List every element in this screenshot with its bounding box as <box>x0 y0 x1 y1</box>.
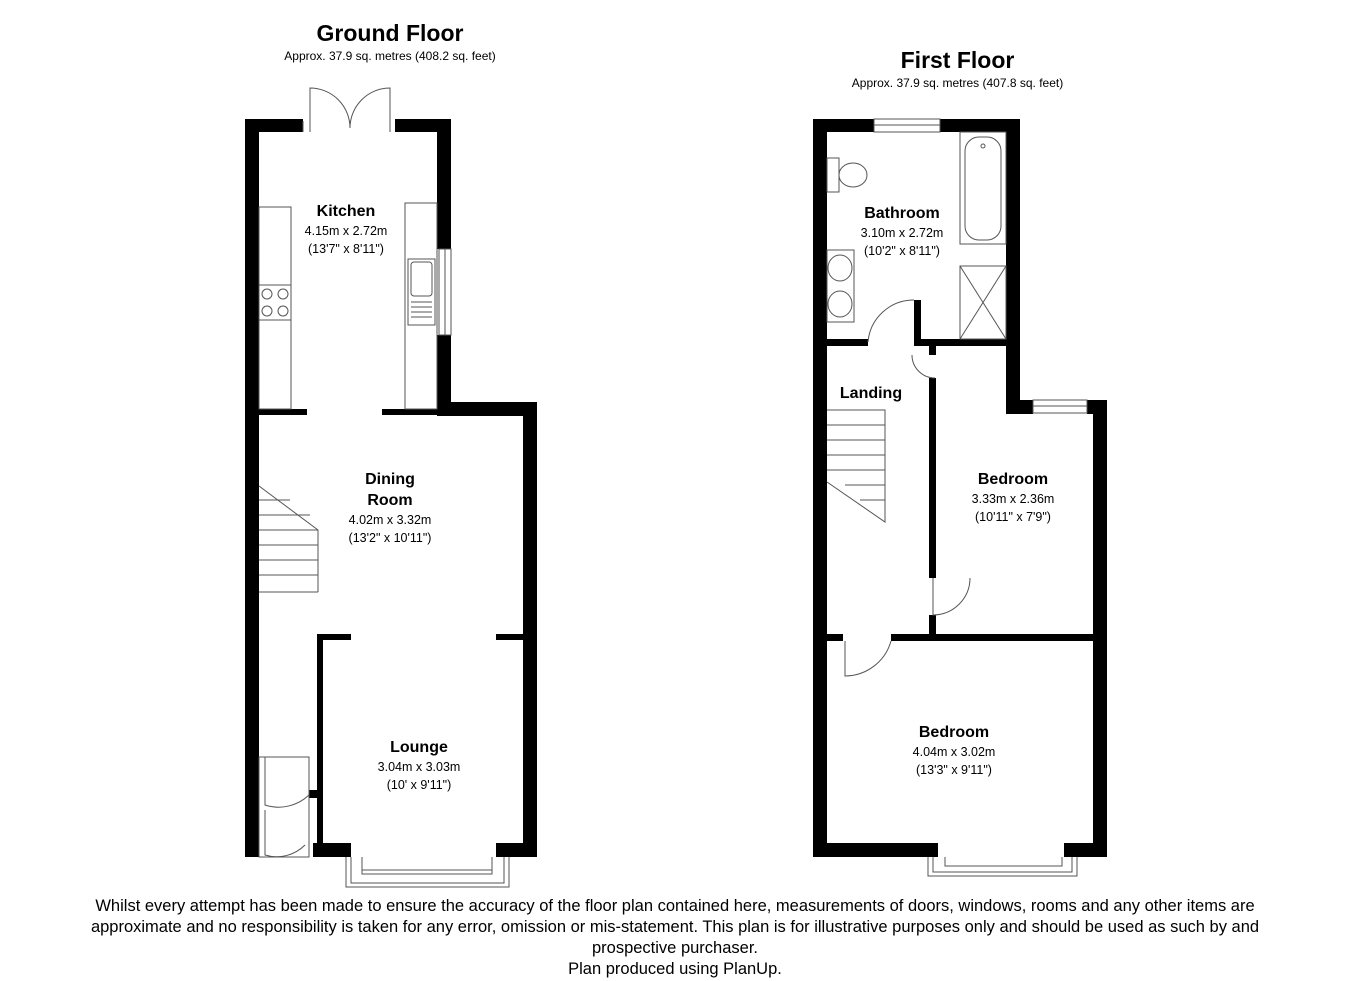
bedroom-large-door <box>845 641 891 676</box>
bathroom-metric: 3.10m x 2.72m <box>860 226 944 240</box>
kitchen-metric: 4.15m x 2.72m <box>304 224 388 238</box>
disclaimer <box>0 896 1350 980</box>
bedroom-large-name: Bedroom <box>918 724 990 741</box>
bedroom-small-label <box>943 469 1083 526</box>
french-door-left <box>310 88 350 132</box>
bedroom-small-door <box>933 578 970 615</box>
landing-name: Landing <box>839 385 903 402</box>
bedroom-bay-window <box>928 857 1077 876</box>
bathroom-label <box>832 203 972 260</box>
dining-room-name-line1: Dining <box>365 471 415 488</box>
dining-room-imperial: (13'2" x 10'11") <box>348 531 432 545</box>
lounge-name: Lounge <box>390 739 448 756</box>
basin-icon <box>827 250 854 322</box>
lounge-label <box>349 737 489 794</box>
lounge-imperial: (10' x 9'11") <box>386 778 452 792</box>
ground-stairs <box>259 486 318 592</box>
kitchen-label <box>276 201 416 258</box>
bedroom-large-label <box>884 722 1024 779</box>
bathroom-name: Bathroom <box>864 205 940 222</box>
bathroom-door <box>868 300 914 342</box>
bedroom-small-metric: 3.33m x 2.36m <box>971 492 1055 506</box>
kitchen-imperial: (13'7" x 8'11") <box>308 242 384 256</box>
sink-icon <box>408 259 435 325</box>
disclaimer-line2: approximate and no responsibility is taken for any error, omission or mis-statement. This plan is for illustrative purposes only and should be used as such by and <box>90 918 1260 936</box>
kitchen-name: Kitchen <box>316 203 376 220</box>
landing-stairs <box>827 410 885 522</box>
bedroom-small-name: Bedroom <box>977 471 1049 488</box>
shower-icon <box>960 266 1006 339</box>
front-doors <box>259 757 309 857</box>
first-floor-title: First Floor <box>900 47 1015 73</box>
bedroom-large-metric: 4.04m x 3.02m <box>912 745 996 759</box>
ground-floor-area: Approx. 37.9 sq. metres (408.2 sq. feet) <box>284 49 496 63</box>
french-door-right <box>350 88 390 132</box>
ground-floor-title: Ground Floor <box>316 20 464 46</box>
cupboard-door <box>912 355 935 378</box>
bathroom-imperial: (10'2" x 8'11") <box>864 244 940 258</box>
disclaimer-line3: prospective purchaser. <box>591 939 758 957</box>
lounge-metric: 3.04m x 3.03m <box>377 760 461 774</box>
dining-room-label <box>315 469 465 547</box>
dining-room-metric: 4.02m x 3.32m <box>348 513 432 527</box>
hob-icon <box>259 285 291 320</box>
landing-label <box>826 383 916 404</box>
bedroom-large-imperial: (13'3" x 9'11") <box>916 763 992 777</box>
disclaimer-line4: Plan produced using PlanUp. <box>568 960 782 978</box>
toilet-icon <box>827 158 867 192</box>
bedroom-small-imperial: (10'11" x 7'9") <box>975 510 1051 524</box>
first-floor-area: Approx. 37.9 sq. metres (407.8 sq. feet) <box>851 76 1064 90</box>
disclaimer-line1: Whilst every attempt has been made to ensure the accuracy of the floor plan contained here, measurements of doors, windows, rooms and any other items are <box>95 897 1255 915</box>
dining-room-name-line2: Room <box>367 492 413 509</box>
lounge-bay-window <box>346 857 509 887</box>
